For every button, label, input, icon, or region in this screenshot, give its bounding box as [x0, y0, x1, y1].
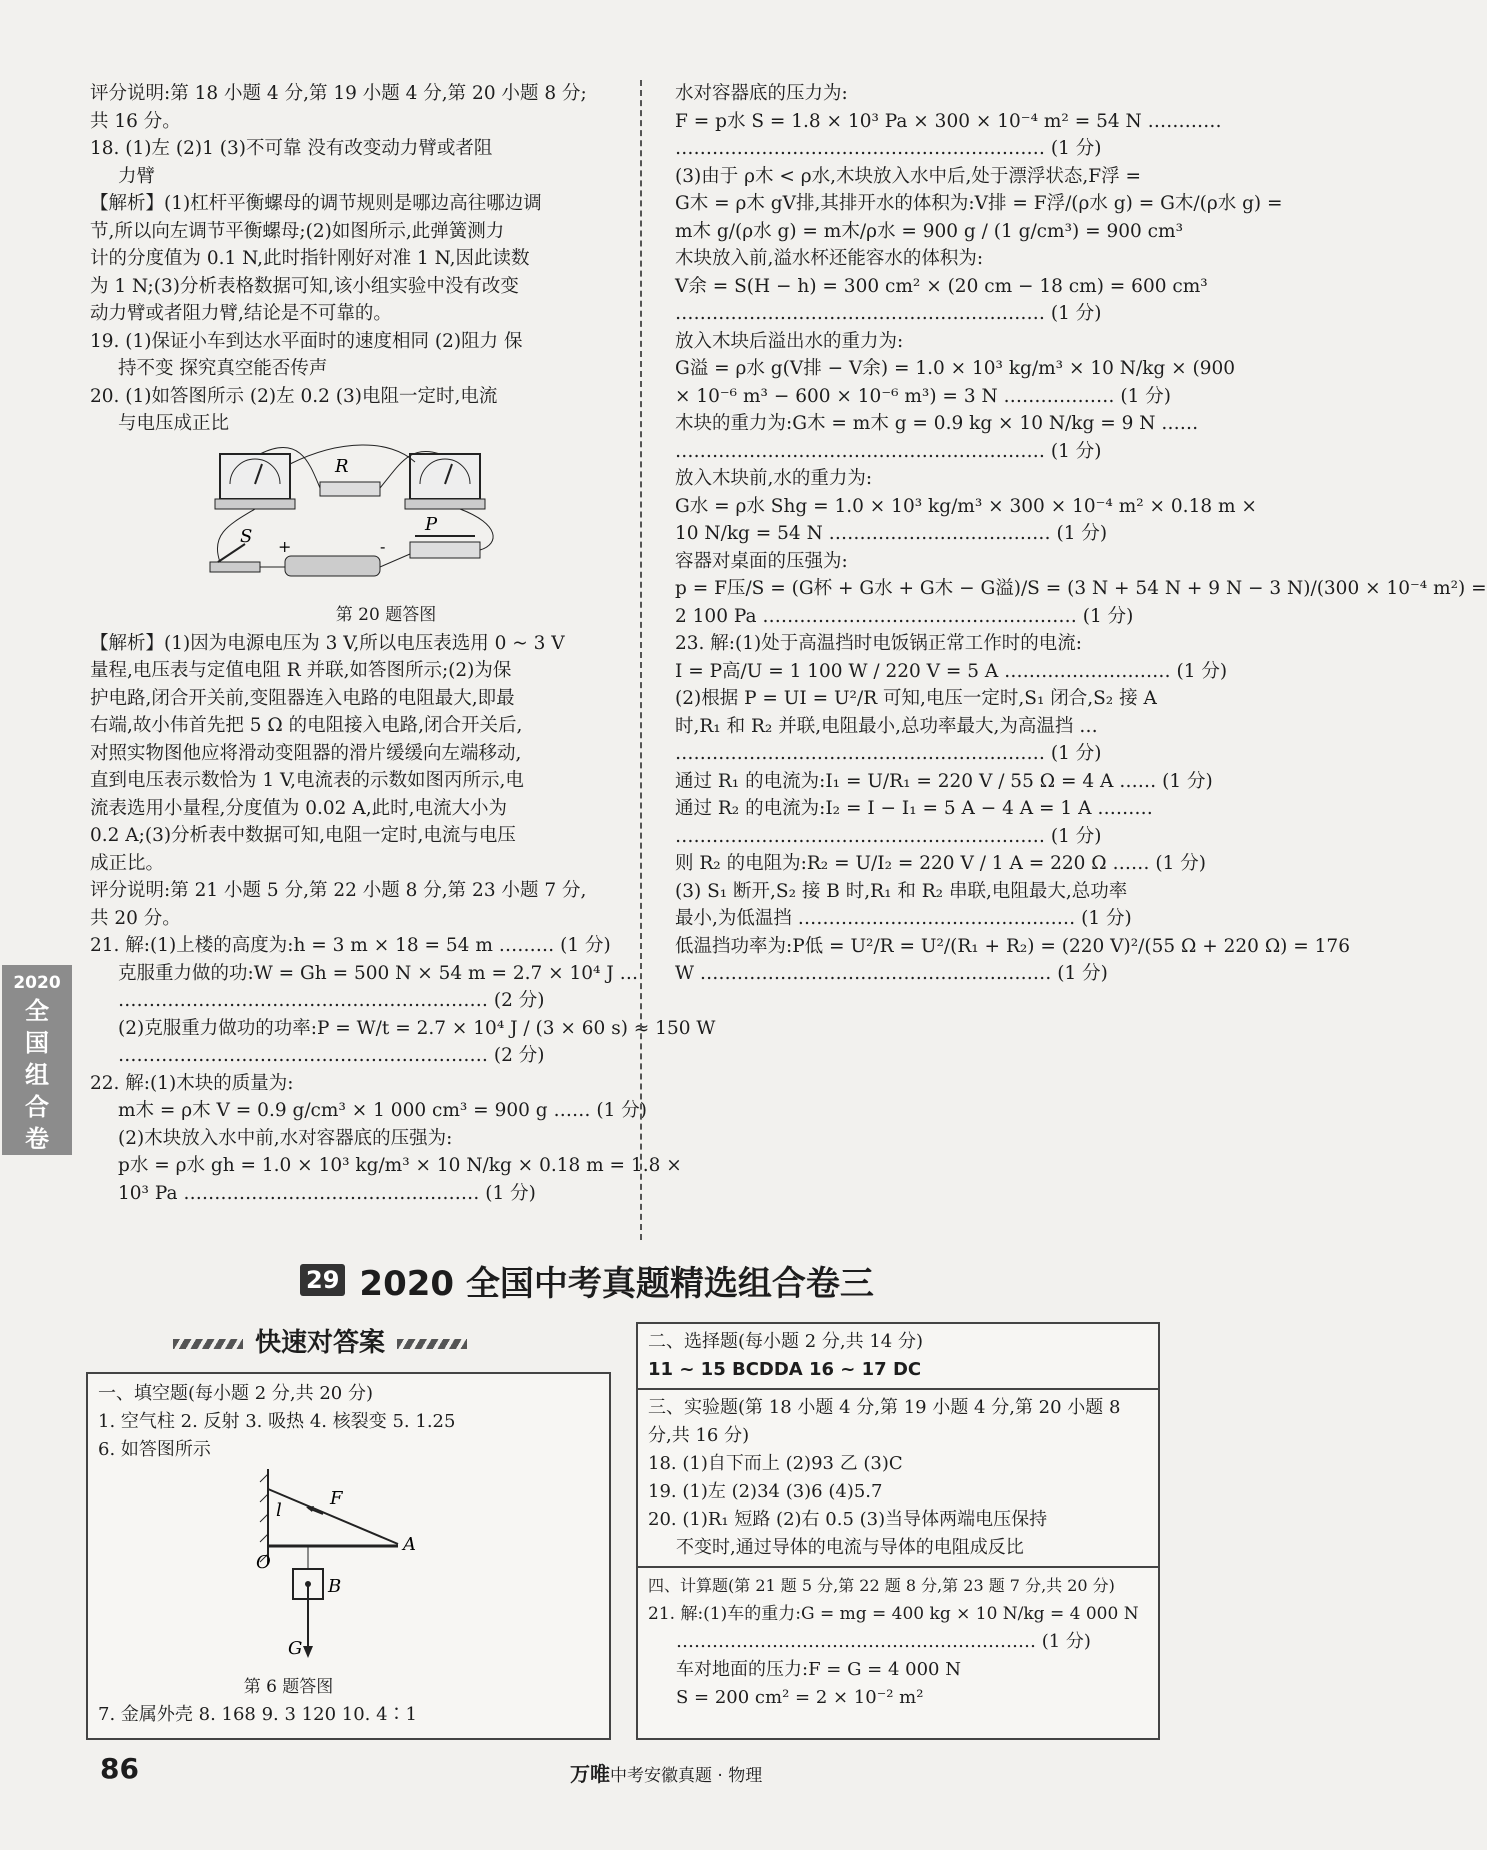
text-line: 二、选择题(每小题 2 分,共 14 分) — [648, 1331, 924, 1352]
text-line: 三、实验题(第 18 小题 4 分,第 19 小题 4 分,第 20 小题 8 — [648, 1397, 1121, 1418]
label-R: R — [335, 455, 349, 477]
text-line: 18. (1)左 (2)1 (3)不可靠 没有改变动力臂或者阻 — [90, 138, 493, 159]
side-tab-char: 组 — [25, 1061, 49, 1089]
text-line: 19. (1)左 (2)34 (3)6 (4)5.7 — [648, 1481, 883, 1502]
text-line: V余 = S(H − h) = 300 cm² × (20 cm − 18 cm) = 600 cm³ — [675, 275, 1208, 297]
text-line: …………………………………………………… (1 分) — [675, 825, 1102, 847]
text-line: 护电路,闭合开关前,变阻器连入电路的电阻最大,即最 — [90, 687, 515, 709]
text-line: 22. 解:(1)木块的质量为: — [90, 1072, 294, 1094]
text-line: …………………………………………………… (1 分) — [676, 1631, 1091, 1652]
text-line: 0.2 A;(3)分析表中数据可知,电阻一定时,电流与电压 — [90, 825, 516, 846]
side-tab-char: 国 — [25, 1029, 49, 1057]
text-line: (2)木块放入水中前,水对容器底的压强为: — [118, 1127, 453, 1149]
text-line: 右端,故小伟首先把 5 Ω 的电阻接入电路,闭合开关后, — [90, 715, 523, 736]
text-line: 计的分度值为 0.1 N,此时指针刚好对准 1 N,因此读数 — [90, 248, 530, 269]
label-S: S — [240, 525, 253, 547]
text-line: 【解析】(1)杠杆平衡螺母的调节规则是哪边高往哪边调 — [90, 193, 542, 214]
page-number: 86 — [100, 1752, 139, 1785]
brand-name: 万唯 — [570, 1762, 610, 1786]
label-l: l — [276, 1500, 282, 1521]
label-plus: + — [278, 536, 292, 556]
text-line: p水 = ρ水 gh = 1.0 × 10³ kg/m³ × 10 N/kg × 0.18 m = 1.8 × — [118, 1155, 682, 1176]
text-line: 20. (1)R₁ 短路 (2)右 0.5 (3)当导体两端电压保持 — [648, 1509, 1048, 1530]
label-B: B — [328, 1576, 342, 1597]
text-line: …………………………………………………… (2 分) — [118, 990, 545, 1011]
text-line: 10³ Pa ………………………………………… (1 分) — [118, 1182, 536, 1204]
text-line: …………………………………………………… (1 分) — [675, 138, 1102, 159]
text-line: 流表选用小量程,分度值为 0.02 A,此时,电流大小为 — [90, 797, 507, 819]
answer-box-left — [86, 1372, 611, 1740]
text-line: I = P高/U = 1 100 W / 220 V = 5 A ……………………… (1 分) — [675, 660, 1228, 682]
right-column — [675, 80, 1487, 988]
stripe-decoration — [397, 1339, 467, 1349]
text-line: 评分说明:第 21 小题 5 分,第 22 小题 8 分,第 23 小题 7 分, — [90, 880, 587, 901]
side-tab — [2, 965, 72, 1155]
text-line: 共 20 分。 — [90, 907, 181, 929]
text-line: m木 g/(ρ水 g) = m木/ρ水 = 900 g / (1 g/cm³) = 900 cm³ — [675, 220, 1183, 242]
text-line: 【解析】(1)因为电源电压为 3 V,所以电压表选用 0 ~ 3 V — [90, 632, 565, 654]
text-line: S = 200 cm² = 2 × 10⁻² m² — [676, 1687, 924, 1708]
text-line: 23. 解:(1)处于高温挡时电饭锅正常工作时的电流: — [675, 633, 1082, 654]
left-lines-top — [90, 80, 612, 438]
text-line: 评分说明:第 18 小题 4 分,第 19 小题 4 分,第 20 小题 8 分; — [90, 83, 587, 104]
text-line: 最小,为低温挡 ……………………………………… (1 分) — [675, 908, 1132, 929]
text-line: 19. (1)保证小车到达水平面时的速度相同 (2)阻力 保 — [90, 330, 523, 352]
text-line: G溢 = ρ水 g(V排 − V余) = 1.0 × 10³ kg/m³ × 10 N/kg × (900 — [675, 358, 1236, 379]
text-line: 成正比。 — [90, 852, 165, 874]
text-line: …………………………………………………… (1 分) — [675, 440, 1102, 462]
circuit-diagram — [200, 444, 520, 594]
label-F: F — [330, 1488, 343, 1509]
text-line: 克服重力做的功:W = Gh = 500 N × 54 m = 2.7 × 10⁴ J … — [118, 962, 639, 984]
experiment-section — [638, 1390, 1158, 1568]
label-G: G — [288, 1638, 303, 1659]
text-line: 21. 解:(1)车的重力:G = mg = 400 kg × 10 N/kg = 4 000 N — [648, 1604, 1139, 1624]
text-line: × 10⁻⁶ m³ − 600 × 10⁻⁶ m³) = 3 N ……………… (1 分) — [675, 385, 1172, 407]
text-line: …………………………………………………… (1 分) — [675, 743, 1102, 764]
text-line: 21. 解:(1)上楼的高度为:h = 3 m × 18 = 54 m ……… (1 分) — [90, 935, 611, 956]
left-lines-bottom — [90, 630, 716, 1208]
text-line: 车对地面的压力:F = G = 4 000 N — [676, 1659, 961, 1680]
text-line: 11 ~ 15 BCDDA 16 ~ 17 DC — [648, 1359, 922, 1380]
text-line: 木块的重力为:G木 = m木 g = 0.9 kg × 10 N/kg = 9 N …… — [675, 413, 1199, 434]
text-line: 2 100 Pa …………………………………………… (1 分) — [675, 605, 1134, 627]
footer-subtitle: 中考安徽真题 · 物理 — [610, 1766, 763, 1786]
text-line: 与电压成正比 — [118, 413, 230, 434]
circuit-diagram-fig20 — [200, 444, 612, 630]
left-column — [90, 80, 716, 1207]
side-tab-char: 合 — [25, 1093, 49, 1121]
page-footer — [100, 1752, 1150, 1792]
label-minus: - — [380, 536, 386, 556]
text-line: F = p水 S = 1.8 × 10³ Pa × 300 × 10⁻⁴ m² = 54 N ………… — [675, 110, 1222, 132]
text-line: 四、计算题(第 21 题 5 分,第 22 题 8 分,第 23 题 7 分,共 20 分) — [648, 1576, 1115, 1595]
text-line: 节,所以向左调节平衡螺母;(2)如图所示,此弹簧测力 — [90, 220, 505, 242]
text-line: 直到电压表示数恰为 1 V,电流表的示数如图丙所示,电 — [90, 770, 524, 791]
text-line: 通过 R₂ 的电流为:I₂ = I − I₁ = 5 A − 4 A = 1 A ……… — [675, 798, 1153, 819]
fig20-caption: 第 20 题答图 — [335, 605, 437, 625]
text-line: 放入木块后溢出水的重力为: — [675, 330, 904, 352]
section-banner — [300, 1255, 1000, 1305]
text-line: 低温挡功率为:P低 = U²/R = U²/(R₁ + R₂) = (220 V)²/(55 Ω + 220 Ω) = 176 — [675, 935, 1350, 957]
text-line: …………………………………………………… (2 分) — [118, 1045, 545, 1066]
text-line: 20. (1)如答图所示 (2)左 0.2 (3)电阻一定时,电流 — [90, 385, 498, 407]
text-line: …………………………………………………… (1 分) — [675, 303, 1102, 324]
text-line: G水 = ρ水 Shg = 1.0 × 10³ kg/m³ × 300 × 10⁻⁴ m² × 0.18 m × — [675, 495, 1257, 517]
label-P: P — [425, 513, 438, 535]
text-line: 10 N/kg = 54 N ……………………………… (1 分) — [675, 523, 1108, 544]
text-line: 1. 空气柱 2. 反射 3. 吸热 4. 核裂变 5. 1.25 — [98, 1411, 456, 1432]
text-line: 18. (1)自下而上 (2)93 乙 (3)C — [648, 1453, 903, 1474]
text-line: 分,共 16 分) — [648, 1425, 750, 1446]
text-line: 不变时,通过导体的电流与导体的电阻成反比 — [676, 1537, 1024, 1558]
choice-section — [638, 1324, 1158, 1390]
text-line: 动力臂或者阻力臂,结论是不可靠的。 — [90, 303, 392, 324]
banner-title: 2020 全国中考真题精选组合卷三 — [359, 1263, 874, 1304]
quick-answers-title — [150, 1322, 490, 1359]
text-line: 6. 如答图所示 — [98, 1439, 211, 1460]
text-line: 量程,电压表与定值电阻 R 并联,如答图所示;(2)为保 — [90, 660, 512, 681]
column-divider — [640, 80, 642, 1240]
text-line: 则 R₂ 的电阻为:R₂ = U/I₂ = 220 V / 1 A = 220 Ω …… (1 分) — [675, 853, 1206, 874]
lever-diagram-fig6 — [248, 1464, 599, 1673]
text-line: 力臂 — [118, 165, 156, 187]
text-line: p = F压/S = (G杯 + G水 + G木 − G溢)/S = (3 N + 54 N + 9 N − 3 N)/(300 × 10⁻⁴ m²) = — [675, 578, 1487, 599]
side-tab-year: 2020 — [13, 973, 61, 993]
fig6-caption: 第 6 题答图 — [243, 1677, 334, 1697]
text-line: 木块放入前,溢水杯还能容水的体积为: — [675, 248, 984, 269]
text-line: 时,R₁ 和 R₂ 并联,电阻最小,总功率最大,为高温挡 … — [675, 715, 1098, 737]
text-line: (3)由于 ρ木 < ρ水,木块放入水中后,处于漂浮状态,F浮 = — [675, 165, 1141, 187]
text-line: G木 = ρ木 gV排,其排开水的体积为:V排 = F浮/(ρ水 g) = G木/(ρ水 g) = — [675, 193, 1283, 214]
text-line: (2)克服重力做功的功率:P = W/t = 2.7 × 10⁴ J / (3 × 60 s) ≈ 150 W — [118, 1017, 716, 1039]
footer-brand — [570, 1758, 762, 1787]
text-line: 放入木块前,水的重力为: — [675, 468, 873, 489]
text-line: 对照实物图他应将滑动变阻器的滑片缓缓向左端移动, — [90, 742, 522, 764]
text-line: W ………………………………………………… (1 分) — [675, 963, 1108, 984]
stripe-decoration — [173, 1339, 243, 1349]
text-line: 持不变 探究真空能否传声 — [118, 358, 328, 379]
text-line: 容器对桌面的压强为: — [675, 550, 848, 572]
lever-diagram — [248, 1464, 478, 1664]
text-line: (3) S₁ 断开,S₂ 接 B 时,R₁ 和 R₂ 串联,电阻最大,总功率 — [675, 880, 1128, 902]
label-O: O — [256, 1552, 271, 1573]
calculation-section — [638, 1568, 1158, 1716]
text-line: 7. 金属外壳 8. 168 9. 3 120 10. 4∶1 — [98, 1704, 417, 1725]
text-line: 为 1 N;(3)分析表格数据可知,该小组实验中没有改变 — [90, 275, 519, 297]
side-tab-char: 全 — [25, 997, 49, 1025]
label-A: A — [403, 1534, 416, 1555]
text-line: m木 = ρ木 V = 0.9 g/cm³ × 1 000 cm³ = 900 g …… (1 分) — [118, 1100, 647, 1121]
text-line: (2)根据 P = UI = U²/R 可知,电压一定时,S₁ 闭合,S₂ 接 A — [675, 688, 1157, 709]
quick-title-text: 快速对答案 — [254, 1328, 385, 1358]
banner-badge: 29 — [300, 1264, 345, 1296]
side-tab-char: 卷 — [25, 1125, 49, 1153]
answer-box-right — [636, 1322, 1160, 1740]
text-line: 一、填空题(每小题 2 分,共 20 分) — [98, 1383, 374, 1404]
text-line: 水对容器底的压力为: — [675, 83, 848, 104]
text-line: 共 16 分。 — [90, 110, 181, 132]
text-line: 通过 R₁ 的电流为:I₁ = U/R₁ = 220 V / 55 Ω = 4 A …… (1 分) — [675, 770, 1213, 792]
